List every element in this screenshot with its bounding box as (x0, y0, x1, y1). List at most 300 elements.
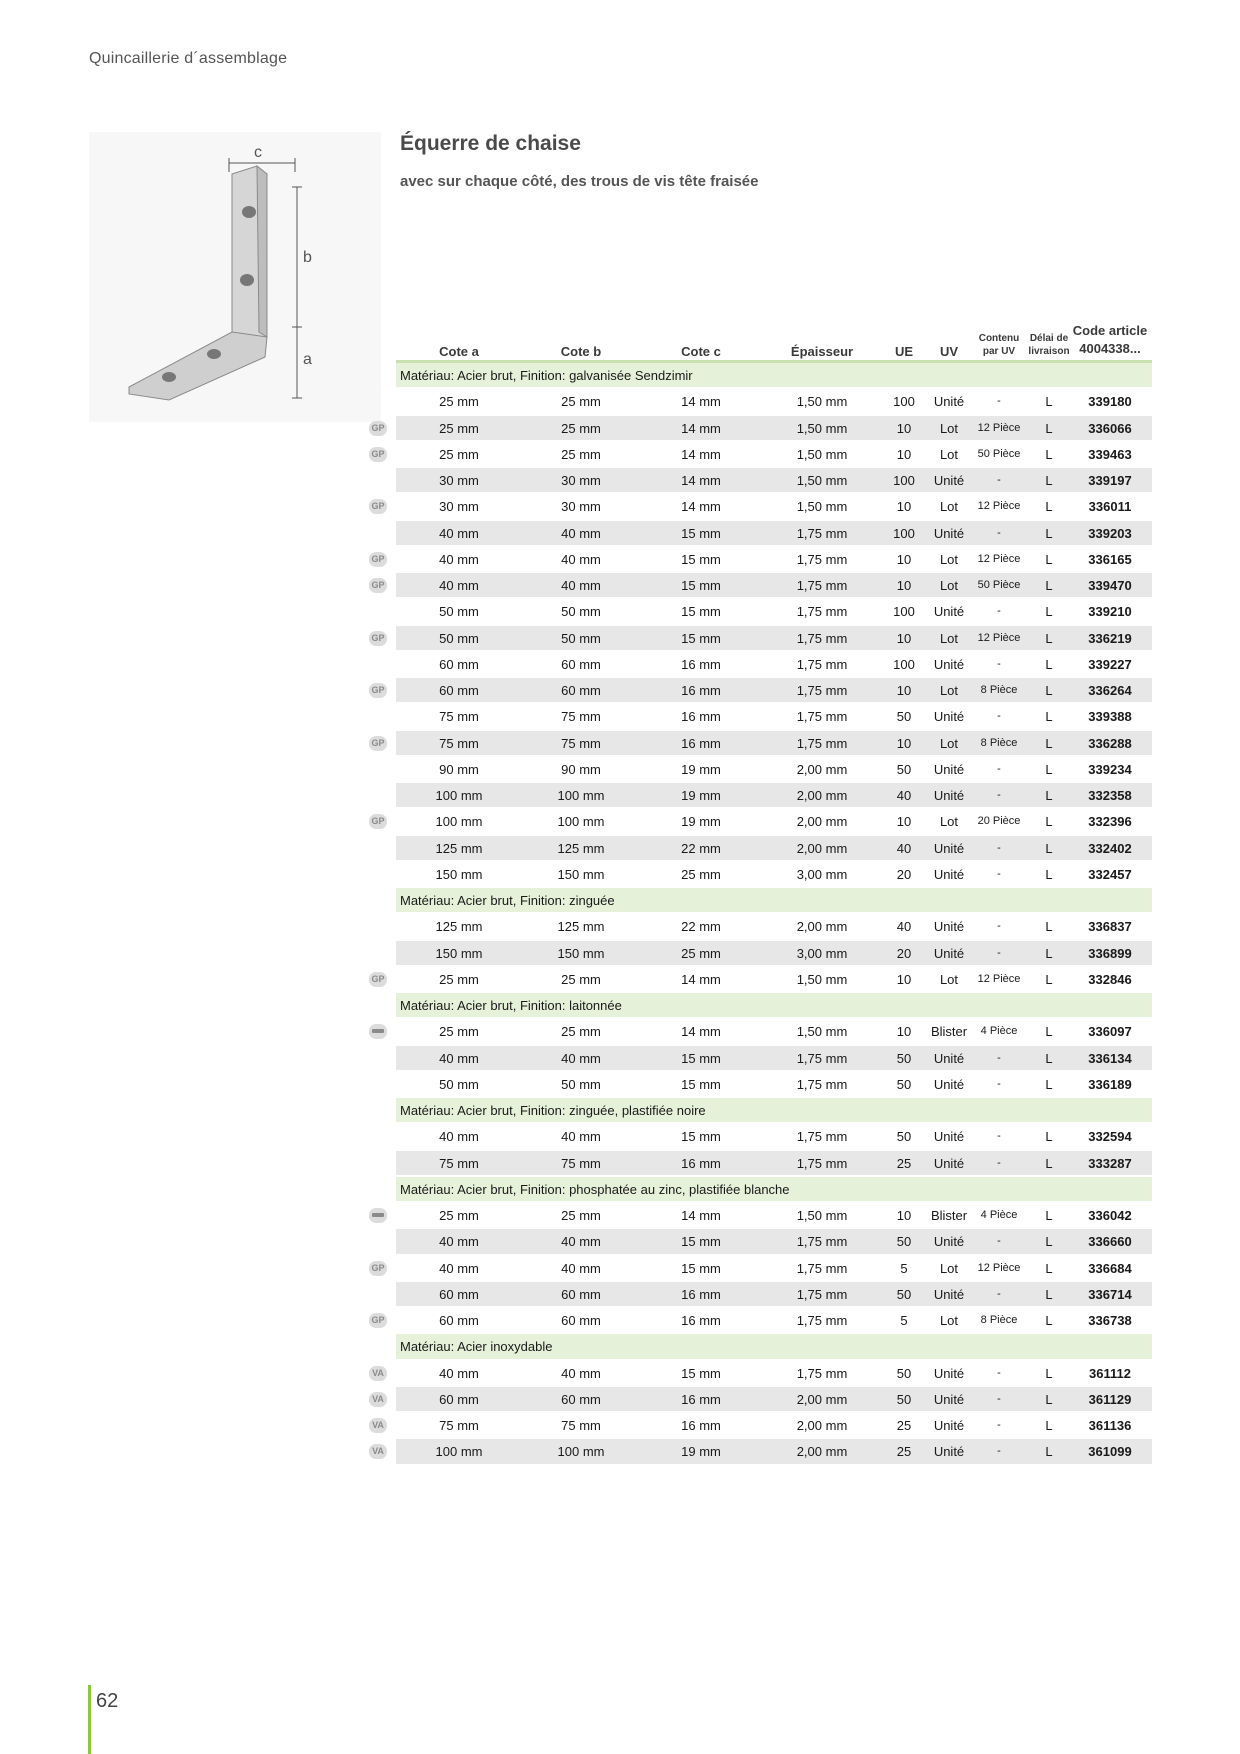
cell-epaisseur: 1,75 mm (796, 1313, 848, 1328)
cell-delai: L (1045, 604, 1053, 620)
cell-code: 339463 (1088, 446, 1132, 462)
cell-code: 336684 (1088, 1260, 1132, 1276)
cell-ue: 10 (896, 814, 912, 830)
cell-cote-c: 15 mm (681, 1129, 721, 1145)
cell-ue: 10 (896, 499, 912, 515)
cell-contenu: - (997, 1235, 1001, 1248)
cell-contenu: 12 Pièce (977, 500, 1021, 513)
cell-delai: L (1045, 551, 1053, 567)
cell-cote-a: 30 mm (439, 499, 479, 515)
cell-ue: 10 (896, 630, 912, 646)
cell-epaisseur: 1,50 mm (796, 1208, 848, 1223)
cell-cote-b: 50 mm (561, 604, 601, 620)
table-body (371, 363, 1152, 1466)
cell-epaisseur: 1,75 mm (796, 1260, 848, 1276)
cell-ue: 50 (896, 1234, 912, 1250)
cell-cote-c: 14 mm (681, 1208, 721, 1223)
material-group-row (396, 1098, 1152, 1124)
cell-cote-b: 60 mm (561, 1286, 601, 1302)
table-row (396, 389, 1152, 415)
cell-cote-c: 16 mm (681, 1391, 721, 1407)
table-row (371, 494, 1152, 520)
cell-ue: 40 (896, 919, 912, 935)
va-badge-icon: VA (369, 1444, 387, 1459)
table-row (396, 1203, 1152, 1229)
cell-uv: Blister (930, 1024, 968, 1040)
table-row (372, 1413, 1152, 1439)
cell-epaisseur: 2,00 mm (796, 1418, 848, 1433)
cell-cote-a: 25 mm (439, 446, 479, 462)
cell-cote-c: 16 mm (681, 683, 721, 698)
cell-cote-c: 19 mm (681, 814, 721, 830)
cell-epaisseur: 1,75 mm (796, 1155, 848, 1171)
cell-code: 361099 (1088, 1444, 1132, 1460)
cell-epaisseur: 2,00 mm (796, 814, 848, 830)
header-ue: UE (894, 344, 914, 359)
cell-cote-a: 100 mm (435, 788, 483, 803)
cell-ue: 50 (896, 1391, 912, 1407)
cell-uv: Unité (933, 656, 965, 672)
table-row (371, 678, 1152, 704)
cell-epaisseur: 1,75 mm (796, 735, 848, 751)
product-image (89, 132, 381, 422)
cell-cote-a: 50 mm (439, 604, 479, 620)
material-group-row (396, 888, 1152, 914)
cell-cote-c: 19 mm (681, 1444, 721, 1460)
cell-cote-b: 40 mm (561, 1234, 601, 1250)
cell-cote-b: 60 mm (561, 683, 601, 698)
cell-uv: Unité (933, 1076, 965, 1092)
cell-delai: L (1045, 499, 1053, 515)
cell-cote-b: 40 mm (561, 551, 601, 567)
table-row (396, 836, 1152, 862)
cell-epaisseur: 1,50 mm (796, 394, 848, 410)
cell-cote-a: 30 mm (439, 473, 479, 488)
cell-contenu: - (997, 526, 1001, 539)
table-row (371, 809, 1152, 835)
product-subtitle: avec sur chaque côté, des trous de vis tête fraisée (400, 173, 759, 190)
cell-uv: Unité (933, 394, 965, 410)
dimension-label-a: a (303, 351, 312, 368)
cell-cote-c: 16 mm (681, 1313, 721, 1328)
cell-ue: 10 (896, 446, 912, 462)
cell-code: 336134 (1088, 1050, 1132, 1066)
cell-cote-a: 40 mm (439, 1129, 479, 1145)
cell-code: 332846 (1088, 971, 1132, 987)
cell-uv: Unité (933, 473, 965, 488)
cell-cote-b: 25 mm (561, 971, 601, 987)
cell-contenu: - (997, 1051, 1001, 1064)
material-group-row (396, 1177, 1152, 1203)
cell-cote-b: 30 mm (561, 499, 601, 515)
cell-cote-a: 40 mm (439, 578, 479, 593)
cell-contenu: - (997, 920, 1001, 933)
cell-epaisseur: 3,00 mm (796, 945, 848, 961)
cell-uv: Lot (939, 420, 959, 436)
cell-cote-a: 25 mm (439, 1208, 479, 1223)
gp-badge-icon: GP (369, 499, 387, 514)
cell-uv: Lot (939, 1313, 959, 1328)
cell-delai: L (1045, 971, 1053, 987)
cell-cote-c: 16 mm (681, 656, 721, 672)
cell-delai: L (1045, 394, 1053, 410)
cell-cote-a: 40 mm (439, 1050, 479, 1066)
cell-cote-b: 25 mm (561, 1208, 601, 1223)
cell-cote-a: 100 mm (435, 814, 483, 830)
cell-code: 336219 (1088, 630, 1132, 646)
cell-delai: L (1045, 709, 1053, 725)
cell-code: 336738 (1088, 1313, 1132, 1328)
cell-cote-a: 75 mm (439, 735, 479, 751)
cell-delai: L (1045, 788, 1053, 803)
gp-badge-icon: GP (369, 814, 387, 829)
cell-delai: L (1045, 1129, 1053, 1145)
header-cote-c: Cote c (681, 344, 721, 359)
header-code (1072, 322, 1148, 358)
cell-cote-a: 40 mm (439, 1260, 479, 1276)
cell-cote-c: 14 mm (681, 1024, 721, 1040)
material-group-label: Matériau: Acier brut, Finition: zinguée (400, 893, 615, 908)
blister-pack-icon (369, 1024, 387, 1039)
cell-uv: Unité (933, 919, 965, 935)
cell-ue: 50 (896, 1129, 912, 1145)
cell-code: 361112 (1089, 1365, 1131, 1381)
cell-epaisseur: 2,00 mm (796, 1444, 848, 1460)
cell-cote-c: 15 mm (681, 1076, 721, 1092)
cell-ue: 10 (896, 551, 912, 567)
cell-cote-b: 75 mm (561, 709, 601, 725)
cell-ue: 100 (893, 473, 915, 488)
cell-cote-a: 25 mm (439, 1024, 479, 1040)
cell-code: 339227 (1088, 656, 1132, 672)
cell-ue: 10 (896, 735, 912, 751)
header-delai (1026, 332, 1072, 358)
material-group-row (396, 1334, 1152, 1360)
cell-cote-a: 50 mm (439, 1076, 479, 1092)
cell-contenu: - (997, 1445, 1001, 1458)
cell-cote-b: 90 mm (561, 761, 601, 777)
cell-cote-c: 15 mm (681, 1365, 721, 1381)
material-group-label: Matériau: Acier brut, Finition: galvanisée Sendzimir (400, 368, 693, 383)
cell-ue: 10 (896, 683, 912, 698)
cell-code: 339234 (1088, 761, 1132, 777)
cell-delai: L (1045, 1313, 1053, 1328)
cell-cote-c: 15 mm (681, 630, 721, 646)
cell-cote-c: 22 mm (681, 840, 721, 856)
cell-cote-b: 40 mm (561, 525, 601, 541)
cell-cote-b: 40 mm (561, 1050, 601, 1066)
cell-delai: L (1045, 1365, 1053, 1381)
cell-epaisseur: 1,50 mm (796, 420, 848, 436)
table-row (396, 704, 1152, 730)
cell-cote-a: 75 mm (439, 1418, 479, 1433)
cell-ue: 10 (896, 578, 912, 593)
cell-cote-a: 40 mm (439, 525, 479, 541)
table-row (396, 652, 1152, 678)
table-row (371, 547, 1152, 573)
cell-ue: 25 (896, 1444, 912, 1460)
cell-contenu: 8 Pièce (980, 736, 1018, 749)
cell-delai: L (1045, 814, 1053, 830)
cell-cote-c: 16 mm (681, 1286, 721, 1302)
cell-cote-a: 100 mm (435, 1444, 483, 1460)
cell-uv: Unité (933, 761, 965, 777)
cell-contenu: - (997, 1156, 1001, 1169)
cell-cote-c: 15 mm (681, 1234, 721, 1250)
screw-hole (207, 349, 221, 359)
cell-contenu: 12 Pièce (977, 552, 1021, 565)
cell-code: 339197 (1088, 473, 1132, 488)
header-cote-b: Cote b (560, 344, 602, 359)
cell-ue: 100 (893, 604, 915, 620)
cell-cote-b: 40 mm (561, 1365, 601, 1381)
cell-contenu: - (997, 657, 1001, 670)
cell-code: 336189 (1088, 1076, 1132, 1092)
table-row (396, 862, 1152, 888)
cell-cote-a: 150 mm (435, 945, 483, 961)
cell-delai: L (1045, 473, 1053, 488)
cell-code: 332457 (1088, 866, 1132, 882)
cell-uv: Lot (939, 578, 959, 593)
gp-badge-icon: GP (369, 421, 387, 436)
cell-delai: L (1045, 840, 1053, 856)
cell-code: 336165 (1088, 551, 1132, 567)
cell-cote-a: 60 mm (439, 1313, 479, 1328)
cell-contenu: 12 Pièce (977, 421, 1021, 434)
cell-delai: L (1045, 1050, 1053, 1066)
cell-cote-c: 19 mm (681, 788, 721, 803)
cell-cote-c: 15 mm (681, 551, 721, 567)
cell-ue: 100 (893, 394, 915, 410)
cell-code: 336899 (1088, 945, 1132, 961)
cell-contenu: 12 Pièce (977, 972, 1021, 985)
cell-cote-b: 50 mm (561, 1076, 601, 1092)
cell-delai: L (1045, 1208, 1053, 1223)
table-row (396, 1151, 1152, 1177)
cell-ue: 20 (896, 866, 912, 882)
cell-code: 333287 (1088, 1155, 1132, 1171)
cell-cote-b: 75 mm (561, 1418, 601, 1433)
cell-epaisseur: 1,75 mm (796, 578, 848, 593)
cell-cote-c: 14 mm (681, 394, 721, 410)
cell-epaisseur: 1,75 mm (796, 1129, 848, 1145)
cell-uv: Lot (939, 630, 959, 646)
cell-ue: 5 (900, 1313, 908, 1328)
table-row (371, 573, 1152, 599)
cell-delai: L (1045, 578, 1053, 593)
header-contenu-line1: Contenu (978, 333, 1020, 344)
cell-ue: 5 (900, 1260, 908, 1276)
table-header (396, 318, 1152, 363)
table-row (396, 521, 1152, 547)
cell-delai: L (1045, 1155, 1053, 1171)
cell-cote-a: 60 mm (439, 1286, 479, 1302)
cell-cote-b: 75 mm (561, 735, 601, 751)
cell-cote-b: 25 mm (561, 446, 601, 462)
header-code-line1: Code article (1072, 323, 1148, 338)
cell-cote-c: 25 mm (681, 866, 721, 882)
cell-code: 336097 (1088, 1024, 1132, 1040)
cell-ue: 100 (893, 525, 915, 541)
cell-delai: L (1045, 1234, 1053, 1250)
cell-uv: Lot (939, 446, 959, 462)
cell-cote-b: 25 mm (561, 420, 601, 436)
cell-contenu: 8 Pièce (980, 684, 1018, 696)
cell-uv: Unité (933, 1155, 965, 1171)
cell-epaisseur: 3,00 mm (796, 866, 848, 882)
cell-cote-a: 50 mm (439, 630, 479, 646)
cell-ue: 20 (896, 945, 912, 961)
cell-epaisseur: 1,50 mm (796, 473, 848, 488)
cell-cote-a: 25 mm (439, 394, 479, 410)
cell-uv: Lot (939, 1260, 959, 1276)
cell-delai: L (1045, 1076, 1053, 1092)
table-row (396, 757, 1152, 783)
cell-delai: L (1045, 1444, 1053, 1460)
cell-cote-c: 16 mm (681, 735, 721, 751)
cell-cote-b: 100 mm (557, 814, 605, 830)
cell-uv: Unité (933, 1286, 965, 1302)
cell-cote-b: 40 mm (561, 1129, 601, 1145)
cell-ue: 10 (896, 1024, 912, 1040)
table-row (396, 1072, 1152, 1098)
table-row (371, 442, 1152, 468)
cell-cote-c: 25 mm (681, 945, 721, 961)
cell-ue: 50 (896, 761, 912, 777)
va-badge-icon: VA (369, 1392, 387, 1407)
header-epaisseur: Épaisseur (790, 344, 854, 359)
cell-cote-a: 25 mm (439, 971, 479, 987)
cell-epaisseur: 1,50 mm (796, 971, 848, 987)
cell-uv: Unité (933, 1129, 965, 1145)
cell-epaisseur: 1,75 mm (796, 709, 848, 725)
cell-cote-b: 25 mm (561, 394, 601, 410)
cell-cote-c: 14 mm (681, 446, 721, 462)
cell-cote-c: 16 mm (681, 709, 721, 725)
cell-cote-b: 30 mm (561, 473, 601, 488)
cell-ue: 50 (896, 1050, 912, 1066)
cell-ue: 40 (896, 840, 912, 856)
cell-contenu: 50 Pièce (977, 579, 1021, 591)
cell-contenu: 12 Pièce (977, 1261, 1021, 1274)
cell-uv: Lot (939, 971, 959, 987)
table-row (396, 783, 1152, 809)
cell-uv: Unité (933, 866, 965, 882)
cell-code: 361136 (1088, 1418, 1132, 1433)
cell-delai: L (1045, 446, 1053, 462)
cell-epaisseur: 1,75 mm (796, 683, 848, 698)
cell-contenu: - (997, 1419, 1001, 1431)
cell-uv: Unité (933, 525, 965, 541)
cell-cote-b: 125 mm (557, 919, 605, 935)
cell-cote-a: 60 mm (439, 683, 479, 698)
table-row (371, 626, 1152, 652)
cell-contenu: - (997, 1287, 1001, 1300)
cell-cote-b: 100 mm (557, 788, 605, 803)
cell-ue: 10 (896, 971, 912, 987)
cell-cote-b: 150 mm (557, 945, 605, 961)
cell-cote-a: 40 mm (439, 1365, 479, 1381)
cell-uv: Lot (939, 499, 959, 515)
gp-badge-icon: GP (369, 736, 387, 751)
cell-cote-a: 25 mm (439, 420, 479, 436)
cell-code: 332396 (1088, 814, 1132, 830)
cell-epaisseur: 1,75 mm (796, 656, 848, 672)
gp-badge-icon: GP (369, 1313, 387, 1328)
cell-cote-c: 14 mm (681, 499, 721, 515)
cell-delai: L (1045, 866, 1053, 882)
cell-cote-c: 15 mm (681, 1050, 721, 1066)
cell-cote-a: 90 mm (439, 761, 479, 777)
table-row (396, 1046, 1152, 1072)
cell-code: 339203 (1088, 525, 1132, 541)
cell-uv: Unité (933, 1050, 965, 1066)
table-row (396, 1124, 1152, 1150)
header-code-line2: 4004338... (1079, 341, 1141, 356)
table-row (372, 1361, 1152, 1387)
cell-epaisseur: 1,75 mm (796, 604, 848, 620)
cell-cote-c: 14 mm (681, 473, 721, 488)
cell-delai: L (1045, 1024, 1053, 1040)
cell-contenu: 50 Pièce (977, 447, 1021, 460)
cell-code: 336714 (1088, 1286, 1132, 1302)
cell-uv: Unité (933, 788, 965, 803)
cell-cote-a: 40 mm (439, 1234, 479, 1250)
gp-badge-icon: GP (369, 552, 387, 567)
cell-ue: 25 (896, 1418, 912, 1433)
table-row (371, 967, 1152, 993)
cell-code: 339470 (1088, 578, 1132, 593)
cell-uv: Unité (933, 945, 965, 961)
header-contenu (972, 332, 1026, 358)
cell-code: 361129 (1088, 1391, 1132, 1407)
cell-delai: L (1045, 761, 1053, 777)
cell-delai: L (1045, 1418, 1053, 1433)
table-row (372, 1387, 1152, 1413)
cell-cote-b: 150 mm (557, 866, 605, 882)
cell-epaisseur: 1,75 mm (796, 1365, 848, 1381)
cell-ue: 40 (896, 788, 912, 803)
cell-ue: 50 (896, 1286, 912, 1302)
cell-cote-c: 22 mm (681, 919, 721, 935)
product-title: Équerre de chaise (400, 132, 581, 155)
material-group-label: Matériau: Acier inoxydable (400, 1339, 553, 1355)
cell-cote-c: 14 mm (681, 971, 721, 987)
cell-delai: L (1045, 919, 1053, 935)
cell-uv: Unité (933, 604, 965, 620)
va-badge-icon: VA (369, 1366, 387, 1381)
table-row (396, 1019, 1152, 1045)
cell-delai: L (1045, 525, 1053, 541)
screw-hole (242, 206, 256, 218)
cell-contenu: 12 Pièce (977, 631, 1021, 644)
cell-cote-c: 14 mm (681, 420, 721, 436)
cell-contenu: - (997, 867, 1001, 880)
gp-badge-icon: GP (369, 1261, 387, 1276)
cell-code: 336042 (1088, 1208, 1132, 1223)
cell-delai: L (1045, 420, 1053, 436)
header-contenu-line2: par UV (982, 346, 1016, 357)
cell-delai: L (1045, 945, 1053, 961)
cell-contenu: - (997, 946, 1001, 959)
cell-cote-c: 15 mm (681, 525, 721, 541)
screw-hole (240, 274, 254, 286)
cell-code: 332594 (1088, 1129, 1132, 1145)
section-title: Quincaillerie d´assemblage (89, 50, 288, 67)
cell-contenu: - (997, 1077, 1001, 1090)
cell-cote-b: 125 mm (557, 840, 605, 856)
product-table (371, 318, 1152, 1466)
